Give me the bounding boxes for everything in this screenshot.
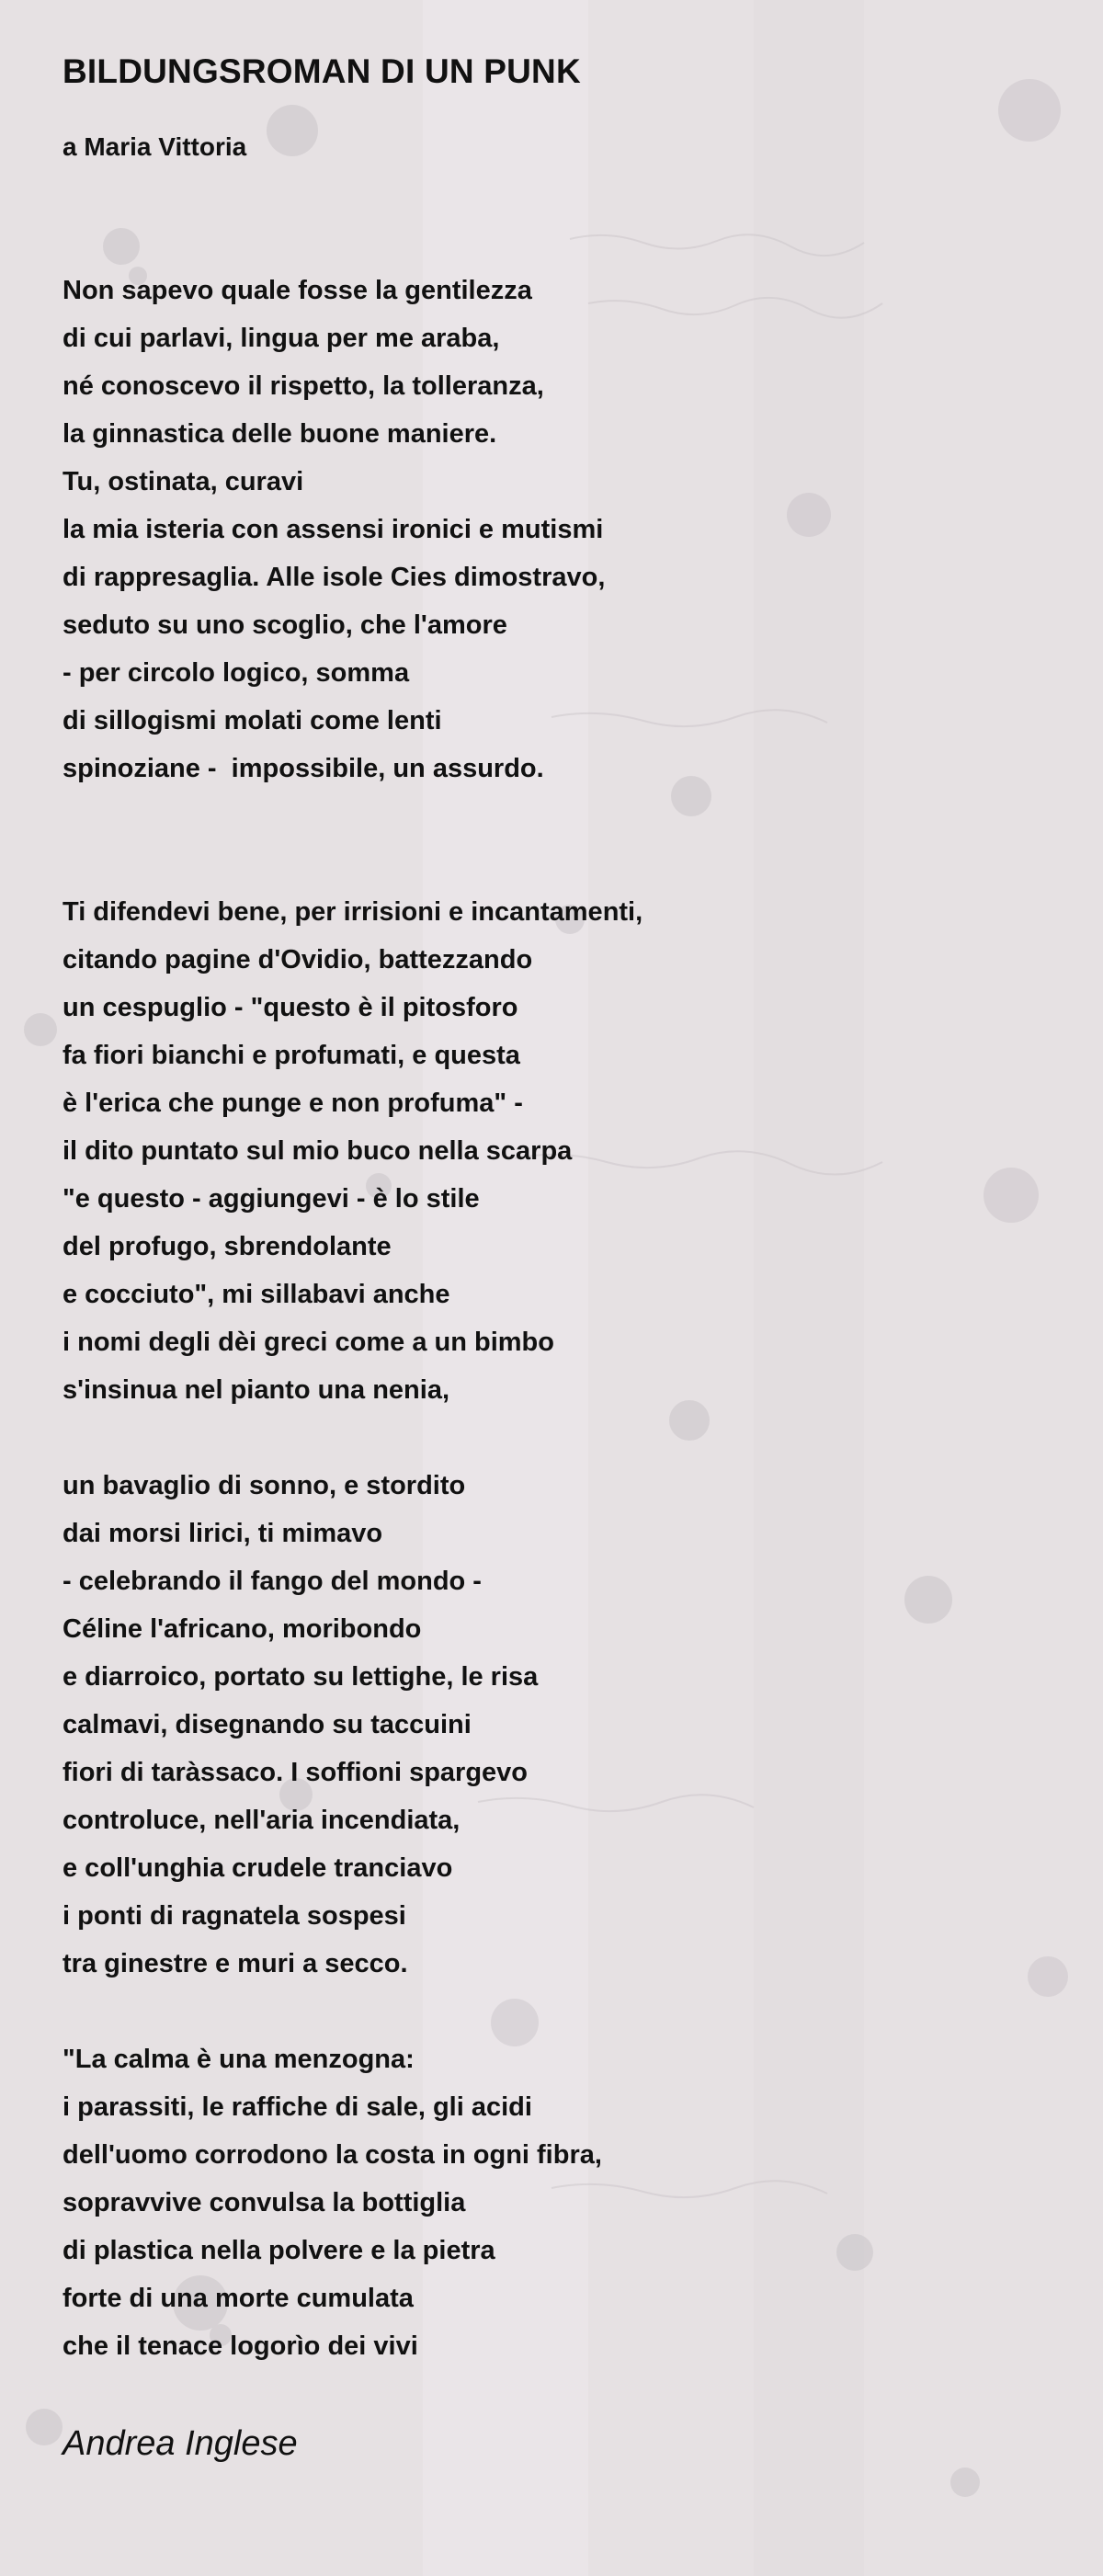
poem-line: dai morsi lirici, ti mimavo bbox=[63, 1519, 383, 1548]
poem-line: tra ginestre e muri a secco. bbox=[63, 1949, 408, 1978]
poem-line: - celebrando il fango del mondo - bbox=[63, 1567, 482, 1596]
poem-line: sopravvive convulsa la bottiglia bbox=[63, 2188, 466, 2217]
poem-line: i ponti di ragnatela sospesi bbox=[63, 1901, 406, 1931]
stanza bbox=[63, 2035, 1037, 2370]
poem-line: la mia isteria con assensi ironici e mutismi bbox=[63, 515, 604, 544]
stanza bbox=[63, 1462, 1037, 1988]
poem-line: fiori di taràssaco. I soffioni spargevo bbox=[63, 1758, 529, 1787]
poem-line: di rappresaglia. Alle isole Cies dimostravo, bbox=[63, 563, 606, 592]
poem-line: di sillogismi molati come lenti bbox=[63, 706, 442, 735]
poem-line: del profugo, sbrendolante bbox=[63, 1232, 392, 1261]
poem-line: e cocciuto", mi sillabavi anche bbox=[63, 1280, 450, 1309]
poem-line: Non sapevo quale fosse la gentilezza bbox=[63, 276, 532, 305]
stanza-divider bbox=[63, 1414, 1037, 1462]
poem-line: citando pagine d'Ovidio, battezzando bbox=[63, 945, 533, 975]
poem-line: forte di una morte cumulata bbox=[63, 2284, 414, 2313]
poem-line: Tu, ostinata, curavi bbox=[63, 467, 304, 496]
poem-line: e coll'unghia crudele tranciavo bbox=[63, 1853, 453, 1883]
poem-line: la ginnastica delle buone maniere. bbox=[63, 419, 497, 449]
poem-body bbox=[63, 267, 1037, 2370]
poem-line: né conoscevo il rispetto, la tolleranza, bbox=[63, 371, 544, 401]
stanza bbox=[63, 888, 1037, 1414]
poem-line: dell'uomo corrodono la costa in ogni fibra, bbox=[63, 2140, 602, 2170]
poem-line: e diarroico, portato su lettighe, le risa bbox=[63, 1662, 539, 1692]
poem-line: - per circolo logico, somma bbox=[63, 658, 410, 688]
poem-line: "e questo - aggiungevi - è lo stile bbox=[63, 1184, 480, 1214]
poem-page bbox=[63, 44, 1037, 2469]
poem-line: i parassiti, le raffiche di sale, gli acidi bbox=[63, 2092, 532, 2122]
stanza-divider bbox=[63, 792, 1037, 888]
poem-author: Andrea Inglese bbox=[63, 2424, 298, 2463]
poem-line: i nomi degli dèi greci come a un bimbo bbox=[63, 1328, 554, 1357]
poem-line: seduto su uno scoglio, che l'amore bbox=[63, 610, 507, 640]
poem-line: che il tenace logorìo dei vivi bbox=[63, 2331, 418, 2361]
poem-line: è l'erica che punge e non profuma" - bbox=[63, 1089, 523, 1118]
poem-line: di plastica nella polvere e la pietra bbox=[63, 2236, 495, 2265]
poem-line: un bavaglio di sonno, e stordito bbox=[63, 1471, 466, 1500]
poem-line: un cespuglio - "questo è il pitosforo bbox=[63, 993, 518, 1022]
poem-title: BILDUNGSROMAN DI UN PUNK bbox=[63, 52, 581, 90]
poem-line: di cui parlavi, lingua per me araba, bbox=[63, 324, 500, 353]
poem-line: Céline l'africano, moribondo bbox=[63, 1614, 422, 1644]
poem-line: il dito puntato sul mio buco nella scarpa bbox=[63, 1136, 573, 1166]
poem-line: calmavi, disegnando su taccuini bbox=[63, 1710, 472, 1739]
stanza bbox=[63, 267, 1037, 792]
poem-line: controluce, nell'aria incendiata, bbox=[63, 1806, 461, 1835]
stanza-divider bbox=[63, 1988, 1037, 2035]
poem-dedication: a Maria Vittoria bbox=[63, 132, 247, 161]
poem-line: fa fiori bianchi e profumati, e questa bbox=[63, 1041, 520, 1070]
poem-line: spinoziane - impossibile, un assurdo. bbox=[63, 754, 544, 783]
poem-line: Ti difendevi bene, per irrisioni e incantamenti, bbox=[63, 897, 643, 927]
poem-line: s'insinua nel pianto una nenia, bbox=[63, 1375, 450, 1405]
poem-line: "La calma è una menzogna: bbox=[63, 2045, 415, 2074]
